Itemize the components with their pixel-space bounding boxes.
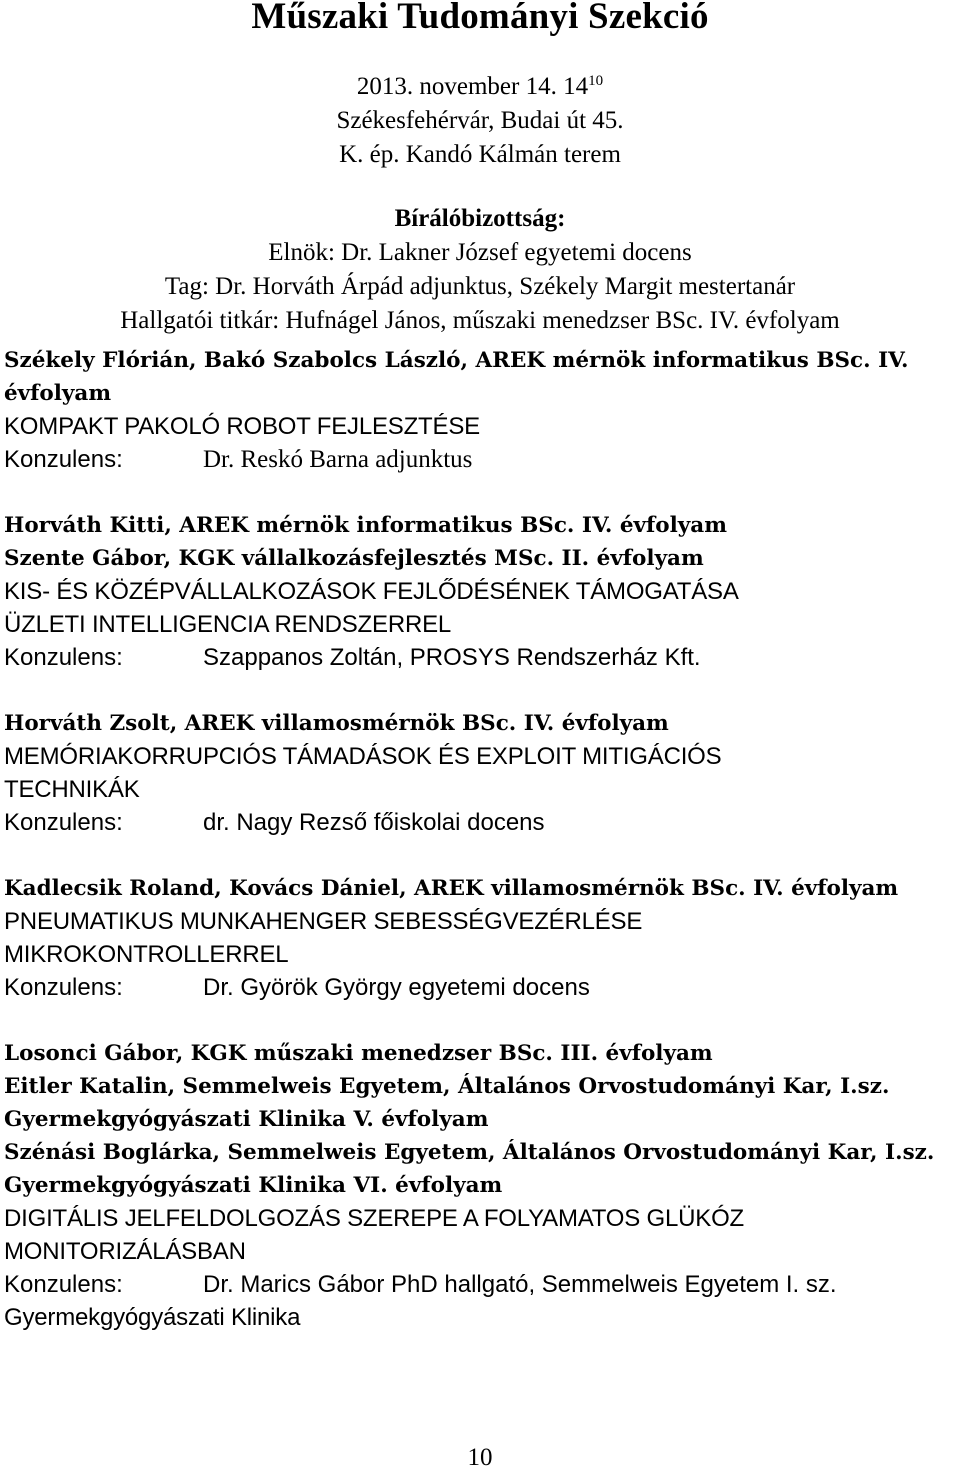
- presentation-list: [4, 344, 956, 1334]
- event-room: K. ép. Kandó Kálmán terem: [339, 141, 621, 168]
- consultant-name: Szappanos Zoltán, PROSYS Rendszerház Kft.: [203, 644, 701, 671]
- consultant-name: Dr. Reskó Barna adjunktus: [203, 446, 473, 473]
- entry-title: KIS- ÉS KÖZÉPVÁLLALKOZÁSOK FEJLŐDÉSÉNEK TÁMOGATÁSA: [4, 578, 739, 605]
- entry-authors: Eitler Katalin, Semmelweis Egyetem, Általános Orvostudományi Kar, I.sz.: [4, 1074, 890, 1099]
- presentation-entry: [4, 1037, 956, 1334]
- consultant-name: dr. Nagy Rezső főiskolai docens: [203, 809, 545, 836]
- entry-title: ÜZLETI INTELLIGENCIA RENDSZERREL: [4, 611, 452, 638]
- committee-heading: Bírálóbizottság:: [394, 205, 566, 232]
- event-time-minutes: 10: [588, 73, 604, 89]
- consultant-label: Konzulens:: [4, 974, 123, 1001]
- entry-title: KOMPAKT PAKOLÓ ROBOT FEJLESZTÉSE: [4, 413, 480, 440]
- section-title: Műszaki Tudományi Szekció: [251, 0, 709, 37]
- entry-authors: Szente Gábor, KGK vállalkozásfejlesztés MSc. II. évfolyam: [4, 546, 704, 571]
- entry-title: TECHNIKÁK: [4, 776, 140, 803]
- committee-members: Tag: Dr. Horváth Árpád adjunktus, Székely Margit mestertanár: [164, 273, 796, 300]
- entry-authors: Kadlecsik Roland, Kovács Dániel, AREK villamosmérnök BSc. IV. évfolyam: [4, 876, 899, 901]
- entry-authors: Székely Flórián, Bakó Szabolcs László, AREK mérnök informatikus BSc. IV.: [4, 348, 909, 373]
- entry-authors: Losonci Gábor, KGK műszaki menedzser BSc. III. évfolyam: [4, 1041, 713, 1066]
- entry-consultant: [4, 443, 956, 476]
- entry-authors: Horváth Zsolt, AREK villamosmérnök BSc. IV. évfolyam: [4, 711, 669, 736]
- entry-authors: Horváth Kitti, AREK mérnök informatikus BSc. IV. évfolyam: [4, 513, 727, 538]
- entry-title: MONITORIZÁLÁSBAN: [4, 1238, 246, 1265]
- consultant-name: Dr. Marics Gábor PhD hallgató, Semmelweis Egyetem I. sz.: [203, 1271, 837, 1298]
- event-date: 2013. november 14. 14: [356, 73, 589, 100]
- entry-title: MIKROKONTROLLERREL: [4, 941, 289, 968]
- entry-consultant: [4, 641, 956, 674]
- committee-secretary: Hallgatói titkár: Hufnágel János, műszaki menedzser BSc. IV. évfolyam: [120, 307, 840, 334]
- consultant-label: Konzulens:: [4, 446, 123, 473]
- page-number: 10: [467, 1444, 493, 1471]
- committee: [0, 202, 960, 338]
- consultant-label: Konzulens:: [4, 644, 123, 671]
- entry-authors: Szénási Boglárka, Semmelweis Egyetem, Általános Orvostudományi Kar, I.sz.: [4, 1140, 935, 1165]
- entry-consultant: [4, 806, 956, 839]
- entry-authors: évfolyam: [4, 381, 112, 406]
- entry-authors: Gyermekgyógyászati Klinika VI. évfolyam: [4, 1173, 503, 1198]
- event-date-time: [0, 70, 960, 104]
- event-place: Székesfehérvár, Budai út 45.: [336, 107, 624, 134]
- consultant-label: Konzulens:: [4, 1271, 123, 1298]
- presentation-entry: [4, 707, 956, 839]
- consultant-label: Konzulens:: [4, 809, 123, 836]
- presentation-entry: [4, 509, 956, 674]
- entry-title: DIGITÁLIS JELFELDOLGOZÁS SZEREPE A FOLYAMATOS GLÜKÓZ: [4, 1205, 745, 1232]
- presentation-entry: [4, 872, 956, 1004]
- event-info: [0, 70, 960, 172]
- presentation-entry: [4, 344, 956, 476]
- entry-consultant: [4, 971, 956, 1004]
- entry-authors: Gyermekgyógyászati Klinika V. évfolyam: [4, 1107, 489, 1132]
- entry-title: MEMÓRIAKORRUPCIÓS TÁMADÁSOK ÉS EXPLOIT MITIGÁCIÓS: [4, 743, 722, 770]
- consultant-name: Dr. Györök György egyetemi docens: [203, 974, 590, 1001]
- consultant-affiliation: Gyermekgyógyászati Klinika: [4, 1304, 301, 1331]
- entry-title: PNEUMATIKUS MUNKAHENGER SEBESSÉGVEZÉRLÉSE: [4, 908, 643, 935]
- committee-chair: Elnök: Dr. Lakner József egyetemi docens: [268, 239, 692, 266]
- entry-consultant: [4, 1268, 956, 1301]
